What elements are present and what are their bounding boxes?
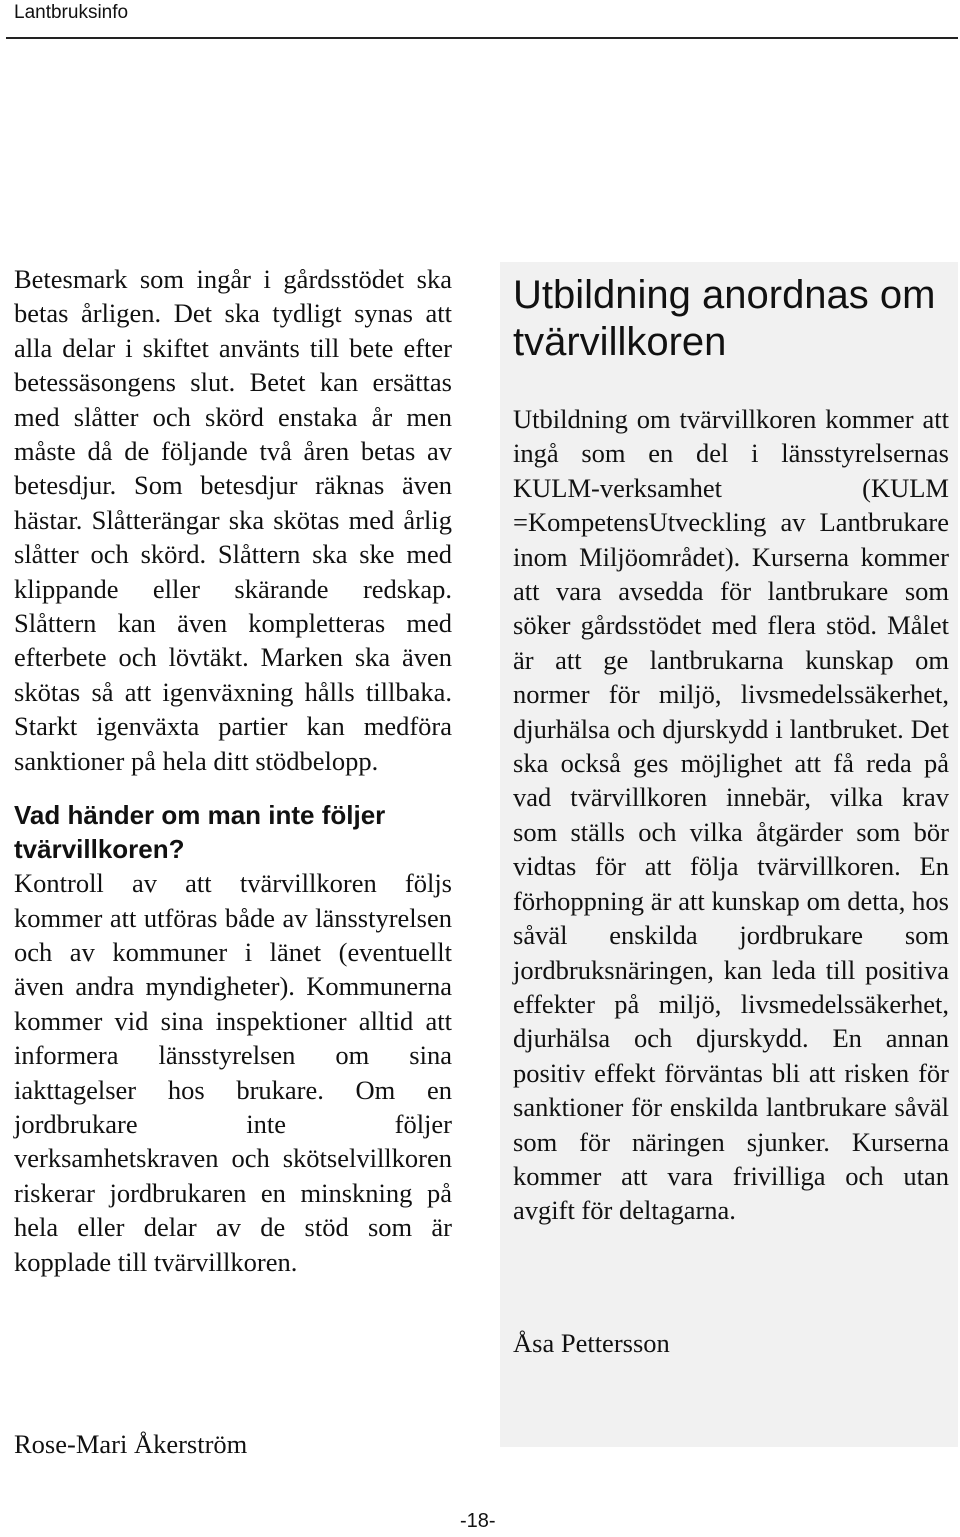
left-article-column [14, 262, 452, 1279]
left-author-signature: Rose-Mari Åkerström [14, 1429, 248, 1459]
page-number: -18- [460, 1510, 496, 1532]
sidebar-author-signature: Åsa Pettersson [513, 1328, 670, 1358]
article-subheading: Vad händer om man inte följer tvärvillkoren? [14, 800, 386, 865]
sidebar-box [500, 262, 958, 1447]
sidebar-body: Utbildning om tvärvillkoren kommer att ingå som en del i länsstyrelsernas KULM-verksamhet (KULM =KompetensUtveckling av Lantbrukare inom Miljöområdet). Kurserna kommer att vara avsedda för lantbrukare som söker gårdsstödet med flera stöd. Målet är att ge lantbrukarna kunskap om normer för miljö, livsmedelssäkerhet, djurhälsa och djurskydd i lantbruket. Det ska också ges möjlighet att få reda på vad tvärvillkoren innebär, vilka krav som ställs och vilka åtgärder som bör vidtas för att följa tvärvillkoren. En förhoppning är att kunskap om detta, hos såväl enskilda jordbrukare som jordbruksnäringen, kan leda till positiva effekter på miljö, livsmedelssäkerhet, djurhälsa och djurskydd. En annan positiv effekt förväntas bli att risken för sanktioner för enskilda lantbrukare såväl som för näringen sjunker. Kurserna kommer att vara frivilliga och utan avgift för deltagarna. [513, 404, 949, 1226]
intro-paragraph: Betesmark som ingår i gårdsstödet ska betas årligen. Det ska tydligt synas att alla delar i skiftet använts till bete efter betessäsongens slut. Betet kan ersättas med slåtter och skörd enstaka år men måste då de följande två åren betas av betesdjur. Som betesdjur räknas även hästar. Slåtterängar ska skötas med årlig slåtter och skörd. Slåttern ska ske med klippande eller skärande redskap. Slåttern kan även kompletteras med efterbete och lövtäkt. Marken ska även skötas så att igenväxning hålls tillbaka. Starkt igenväxta partier kan medföra sanktioner på hela ditt stödbelopp. [14, 264, 452, 776]
header-divider [6, 37, 958, 39]
body-paragraph: Kontroll av att tvärvillkoren följs kommer att utföras både av länsstyrelsen och av kommuner i länet (eventuellt även andra myndigheter). Kommunerna kommer vid sina inspektioner alltid att informera länsstyrelsen om sina iakttagelser hos brukare. Om en jordbrukare inte följer verksamhetskraven och skötselvillkoren riskerar jordbrukaren en minskning på hela eller delar av de stöd som är kopplade till tvärvillkoren. [14, 868, 452, 1277]
publication-title: Lantbruksinfo [14, 2, 129, 23]
sidebar-title: Utbildning anordnas om tvärvillkoren [513, 273, 936, 364]
